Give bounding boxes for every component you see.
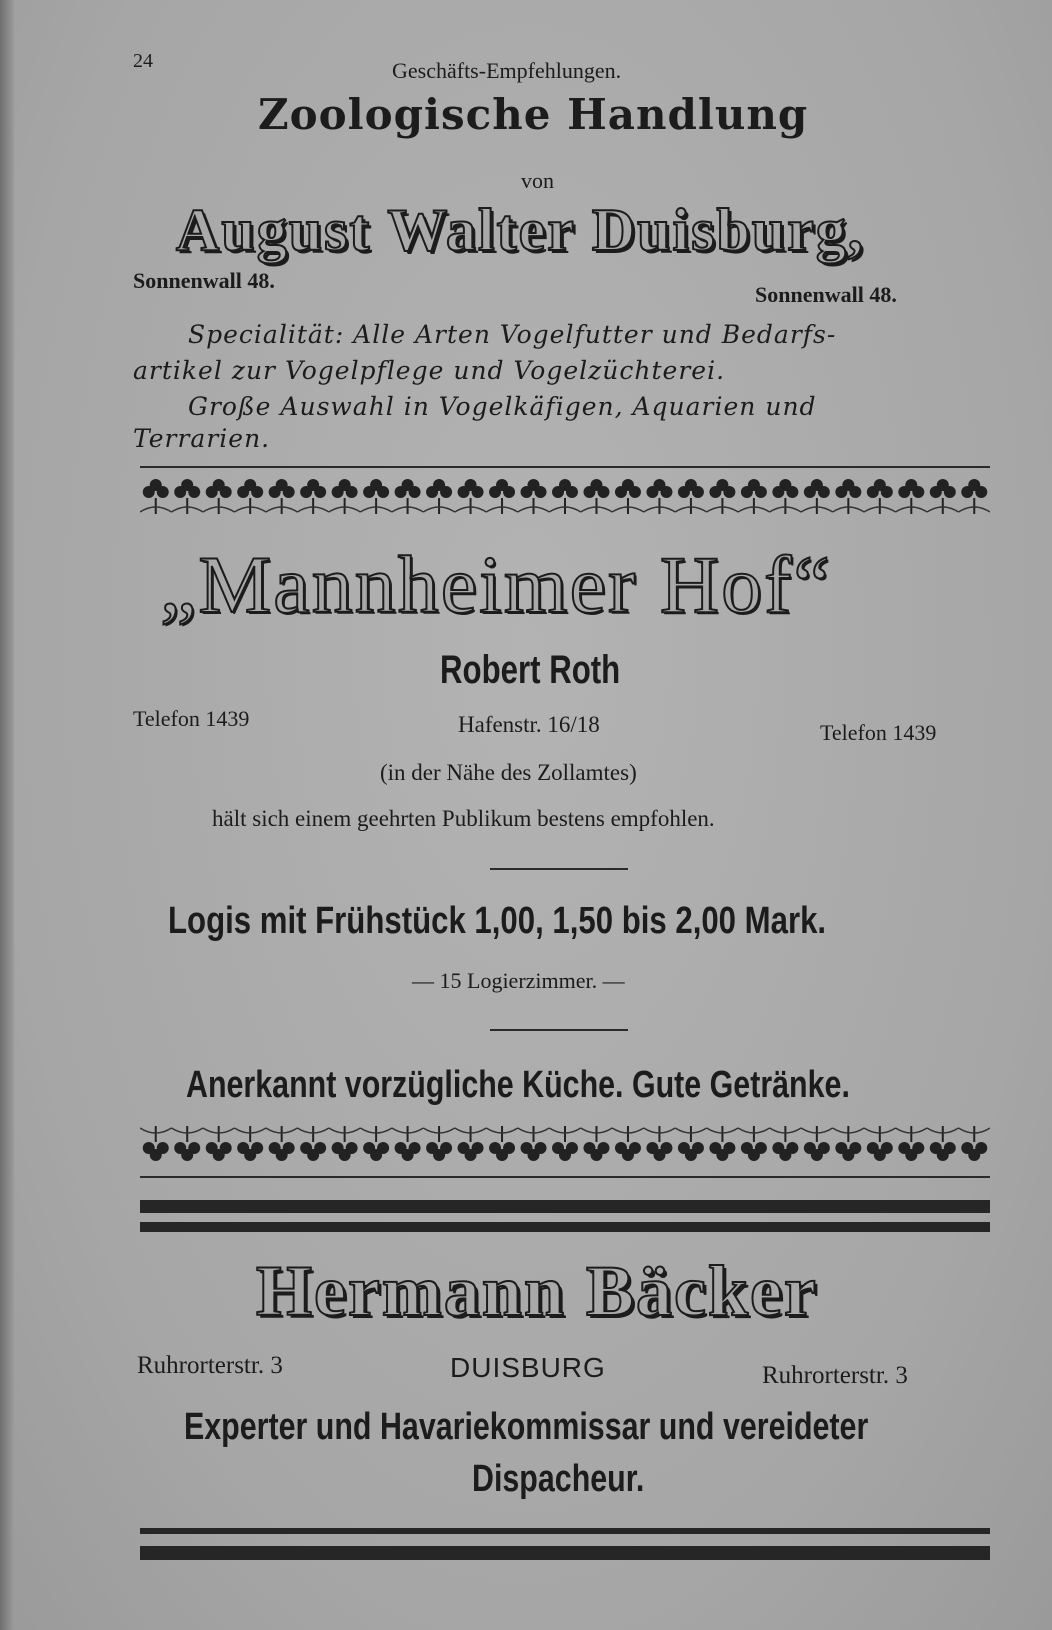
ad3-address-left: Ruhrorterstr. 3 [137,1352,283,1379]
ad1-von: von [521,168,554,193]
clover-ornament [959,479,990,514]
ad1-address-left: Sonnenwall 48. [133,268,275,293]
clover-ornament [171,479,202,514]
divider-line [140,466,990,468]
clover-ornament [644,1126,675,1161]
ad1-name: August Walter Duisburg, [176,197,865,263]
clover-ornament [486,479,517,514]
clover-ornament [581,1126,612,1161]
clover-ornament [423,1126,454,1161]
ad2-owner: Robert Roth [440,648,621,692]
ad2-prices: Logis mit Frühstück 1,00, 1,50 bis 2,00 Mark. [168,900,827,942]
clover-ornament-row-top [140,478,990,516]
book-spine-shadow [0,0,14,1630]
thick-bar [140,1546,990,1560]
clover-ornament [927,1126,958,1161]
clover-ornament [896,479,927,514]
clover-ornament [423,479,454,514]
clover-ornament [455,479,486,514]
ad2-title: „Mannheimer Hof“ [160,539,832,630]
ad1-title: Zoologische Handlung [258,90,809,139]
ad2-street: Hafenstr. 16/18 [458,712,600,737]
clover-ornament [675,1126,706,1161]
clover-ornament [644,479,675,514]
clover-ornament [297,1126,328,1161]
clover-ornament [486,1126,517,1161]
ad1-specialty-line2: artikel zur Vogelpflege und Vogelzüchterei. [133,356,726,385]
clover-ornament [392,1126,423,1161]
clover-ornament [297,479,328,514]
clover-ornament [203,479,234,514]
clover-ornament [266,479,297,514]
clover-ornament [959,1126,990,1161]
ad3-address-right: Ruhrorterstr. 3 [762,1362,908,1389]
thick-bar [140,1200,990,1213]
thick-bar [140,1222,990,1232]
clover-ornament [140,479,171,514]
clover-ornament [896,1126,927,1161]
clover-ornament [360,479,391,514]
clover-ornament-svg [140,478,990,516]
clover-ornament [518,1126,549,1161]
ad1-specialty-line3: Große Auswahl in Vogelkäfigen, Aquarien und [188,392,817,421]
clover-ornament [864,1126,895,1161]
ad3-profession-line1: Experter und Havariekommissar und vereideter [184,1406,869,1448]
clover-ornament [612,1126,643,1161]
clover-ornament [770,479,801,514]
clover-ornament [549,479,580,514]
clover-ornament-row-bottom [140,1124,990,1162]
clover-ornament [675,479,706,514]
clover-ornament [549,1126,580,1161]
clover-ornament [455,1126,486,1161]
clover-ornament [360,1126,391,1161]
ad2-phone-right: Telefon 1439 [820,720,937,745]
clover-ornament [801,479,832,514]
clover-ornament [518,479,549,514]
clover-ornament [329,479,360,514]
clover-ornament [801,1126,832,1161]
clover-ornament [707,1126,738,1161]
clover-ornament [738,479,769,514]
clover-ornament [770,1126,801,1161]
ad1-specialty-line1: Specialität: Alle Arten Vogelfutter und Bedarfs- [188,320,837,349]
clover-ornament [329,1126,360,1161]
clover-ornament [266,1126,297,1161]
clover-ornament [203,1126,234,1161]
ad2-recommendation: hält sich einem geehrten Publikum bestens empfohlen. [212,806,715,831]
clover-ornament [140,1126,171,1161]
ad1-address-right: Sonnenwall 48. [755,282,897,307]
ad2-rooms: — 15 Logierzimmer. — [412,968,625,993]
clover-ornament [171,1126,202,1161]
clover-ornament [927,479,958,514]
clover-ornament [581,479,612,514]
ad2-phone-left: Telefon 1439 [133,706,250,731]
clover-ornament [707,479,738,514]
page-number: 24 [133,50,153,72]
ad2-location-note: (in der Nähe des Zollamtes) [380,760,637,785]
short-rule-2 [490,1029,628,1031]
clover-ornament [864,479,895,514]
clover-ornament [738,1126,769,1161]
ad1-specialty-line4: Terrarien. [133,424,271,453]
clover-ornament-svg [140,1124,990,1162]
ad2-kitchen: Anerkannt vorzügliche Küche. Gute Getränke. [186,1064,850,1106]
clover-ornament [833,479,864,514]
clover-ornament [833,1126,864,1161]
divider-line [140,1176,990,1178]
ad3-city: DUISBURG [450,1352,606,1383]
clover-ornament [392,479,423,514]
clover-ornament [234,1126,265,1161]
short-rule-1 [490,868,628,870]
section-title: Geschäfts-Empfehlungen. [392,58,622,83]
ad3-profession-line2: Dispacheur. [472,1458,645,1500]
ad3-name: Hermann Bäcker [256,1251,818,1331]
clover-ornament [234,479,265,514]
clover-ornament [612,479,643,514]
thick-bar [140,1528,990,1534]
